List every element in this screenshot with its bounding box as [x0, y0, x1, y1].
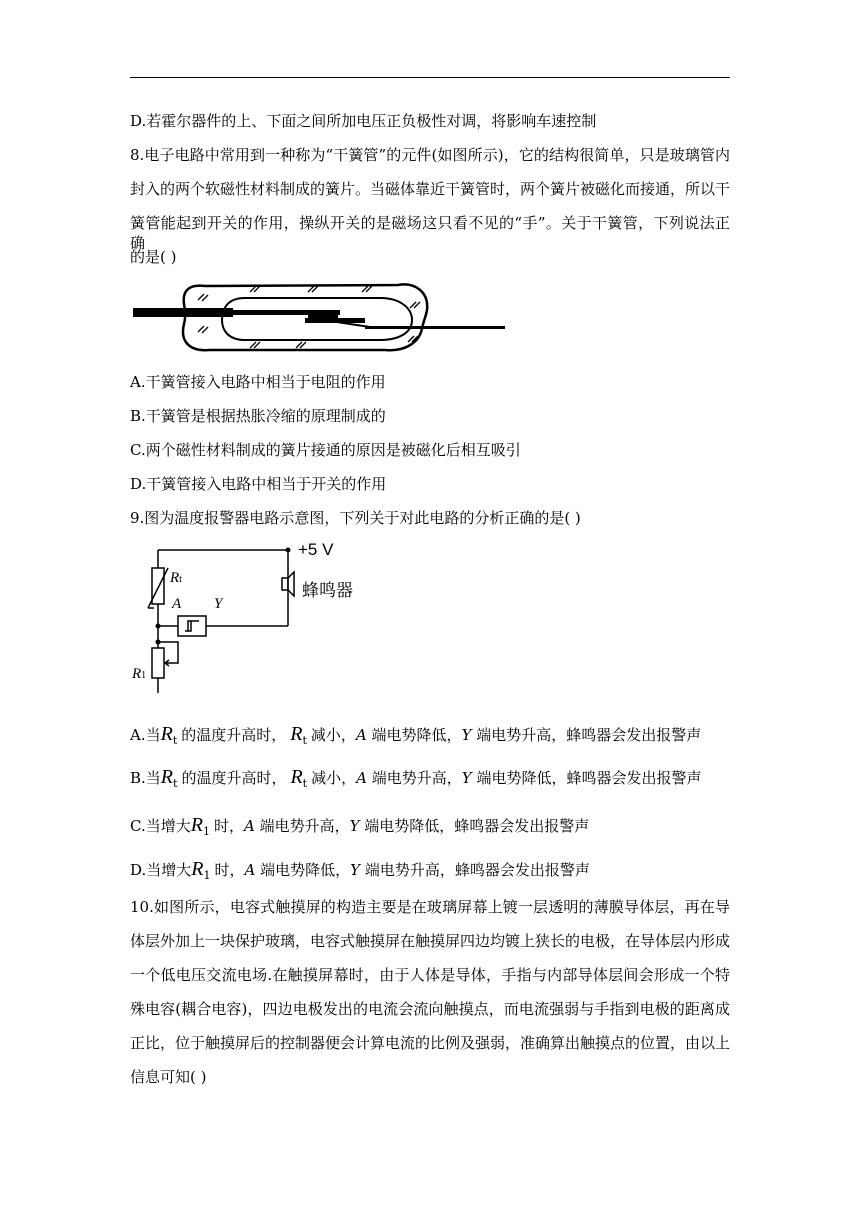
- q10-stem-line-1: 10.如图所示，电容式触摸屏的构造主要是在玻璃屏幕上镀一层透明的薄膜导体层，再在导: [130, 898, 730, 916]
- q9-option-c: C.当增大$R_1$ 时，A 端电势升高，Y 端电势降低，蜂鸣器会发出报警声: [130, 814, 590, 838]
- buzzer-label: 蜂鸣器: [302, 581, 353, 601]
- q8-stem-line-3: 簧管能起到开关的作用，操纵开关的是磁场这只看不见的“手”。关于干簧管，下列说法正确: [130, 214, 730, 252]
- q10-stem-line-3: 一个低电压交流电场.在触摸屏幕时，由于人体是导体，手指与内部导体层间会形成一个特: [130, 966, 730, 984]
- q8-option-c: C.两个磁性材料制成的簧片接通的原因是被磁化后相互吸引: [130, 441, 521, 459]
- q10-stem-line-2: 体层外加上一块保护玻璃，电容式触摸屏在触摸屏四边均镀上狭长的电极，在导体层内形成: [130, 932, 731, 950]
- q8-option-d: D.干簧管接入电路中相当于开关的作用: [130, 475, 387, 493]
- q7-option-d: D.若霍尔器件的上、下面之间所加电压正负极性对调，将影响车速控制: [130, 112, 597, 130]
- header-rule: [130, 77, 730, 78]
- q9-option-a: A.当$R_t$ 的温度升高时， $R_t$ 减小，A 端电势降低，Y 端电势升高，蜂鸣器会发出报警声: [130, 723, 702, 747]
- reed-switch-figure: [130, 280, 515, 356]
- q10-stem-line-6: 信息可知( ): [130, 1068, 207, 1086]
- q10-stem-line-5: 正比，位于触摸屏后的控制器便会计算电流的比例及强弱，准确算出触摸点的位置，由以上: [130, 1034, 731, 1052]
- q8-stem-line-1: 8.电子电路中常用到一种称为“干簧管”的元件(如图所示)，它的结构很简单，只是玻璃管内: [130, 146, 730, 164]
- rt-label: Rt: [170, 570, 182, 586]
- node-y-label: Y: [214, 596, 223, 612]
- q8-option-b: B.干簧管是根据热胀冷缩的原理制成的: [130, 407, 386, 425]
- q9-stem: 9.图为温度报警器电路示意图，下列关于对此电路的分析正确的是( ): [130, 509, 581, 527]
- q9-option-d: D.当增大$R_1$ 时，A 端电势降低，Y 端电势升高，蜂鸣器会发出报警声: [130, 858, 590, 882]
- node-a-label: A: [172, 596, 182, 612]
- q10-stem-line-4: 殊电容(耦合电容)，四边电极发出的电流会流向触摸点，而电流强弱与手指到电极的距离成: [130, 1000, 730, 1018]
- q8-option-a: A.干簧管接入电路中相当于电阻的作用: [130, 373, 386, 391]
- q8-stem-line-4: 的是( ): [130, 248, 177, 266]
- voltage-label: +5 V: [298, 540, 334, 559]
- q8-stem-line-2: 封入的两个软磁性材料制成的簧片。当磁体靠近干簧管时，两个簧片被磁化而接通，所以干: [130, 180, 731, 198]
- r1-label: R1: [132, 666, 147, 682]
- alarm-circuit-figure: [128, 538, 378, 698]
- q9-option-b: B.当$R_t$ 的温度升高时， $R_t$ 减小，A 端电势升高，Y 端电势降低，蜂鸣器会发出报警声: [130, 766, 702, 790]
